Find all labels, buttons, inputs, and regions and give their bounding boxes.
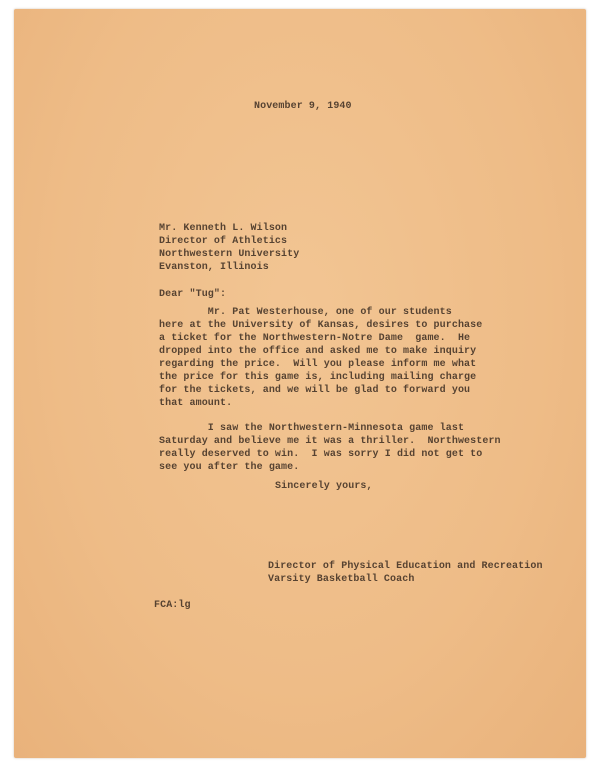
recipient-line: Evanston, Illinois [159, 262, 269, 273]
body-line: regarding the price. Will you please inform me what [159, 359, 477, 370]
body-line: the price for this game is, including mailing charge [159, 372, 477, 383]
body-line: I saw the Northwestern-Minnesota game last [159, 423, 465, 434]
signature-title: Varsity Basketball Coach [268, 574, 415, 585]
body-line: here at the University of Kansas, desires to purchase [159, 320, 483, 331]
closing: Sincerely yours, [275, 481, 373, 492]
signature-title: Director of Physical Education and Recreation [268, 561, 543, 572]
typist-initials: FCA:lg [154, 600, 191, 611]
recipient-line: Mr. Kenneth L. Wilson [159, 223, 288, 234]
body-line: Saturday and believe me it was a thriller. Northwestern [159, 436, 501, 447]
body-line: a ticket for the Northwestern-Notre Dame game. He [159, 333, 471, 344]
body-line: Mr. Pat Westerhouse, one of our students [159, 307, 452, 318]
recipient-line: Director of Athletics [159, 236, 288, 247]
letter-page [14, 9, 586, 758]
body-line: dropped into the office and asked me to make inquiry [159, 346, 477, 357]
recipient-line: Northwestern University [159, 249, 300, 260]
salutation: Dear "Tug": [159, 289, 227, 300]
body-line: for the tickets, and we will be glad to forward you [159, 385, 471, 396]
body-line: see you after the game. [159, 462, 300, 473]
letter-date: November 9, 1940 [254, 101, 352, 112]
body-line: really deserved to win. I was sorry I did not get to [159, 449, 483, 460]
body-line: that amount. [159, 398, 233, 409]
